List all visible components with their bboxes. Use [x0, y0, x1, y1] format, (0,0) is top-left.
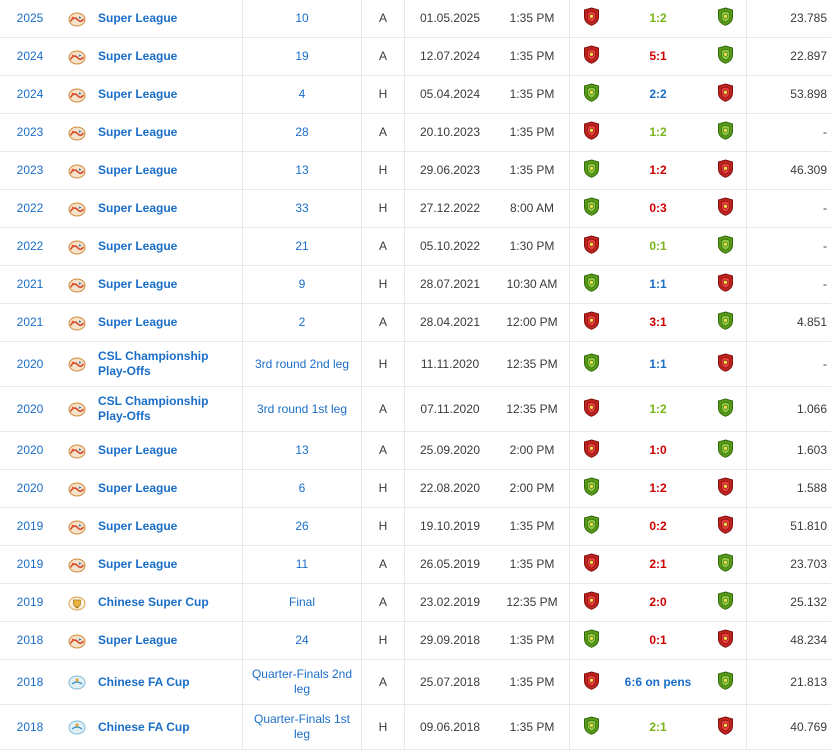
china-super-league-icon	[68, 88, 86, 102]
away-green-crest-icon[interactable]	[717, 7, 734, 26]
season-label[interactable]: 2019	[16, 519, 44, 533]
attendance-value: 46.309	[790, 163, 827, 177]
round-label[interactable]: 3rd round 1st leg	[256, 401, 348, 416]
score-label[interactable]: 1:2	[649, 481, 667, 495]
score-label[interactable]: 2:1	[649, 557, 667, 571]
away-green-crest-icon[interactable]	[717, 671, 734, 690]
score-label[interactable]: 1:2	[649, 11, 667, 25]
venue-label: A	[378, 674, 387, 689]
home-red-crest-icon[interactable]	[583, 398, 600, 417]
table-row[interactable]	[0, 546, 831, 584]
table-row[interactable]	[0, 584, 831, 622]
season-label[interactable]: 2019	[16, 557, 44, 571]
china-super-league-icon	[68, 126, 86, 140]
match-date: 23.02.2019	[419, 595, 481, 609]
home-green-crest-icon[interactable]	[583, 629, 600, 648]
china-super-league-icon	[68, 402, 86, 416]
venue-label: H	[378, 277, 388, 291]
match-date: 28.07.2021	[419, 277, 481, 291]
season-label[interactable]: 2020	[16, 356, 44, 371]
season-label[interactable]: 2018	[16, 674, 44, 689]
table-row[interactable]	[0, 470, 831, 508]
competition-link[interactable]: Super League	[98, 633, 178, 647]
season-label[interactable]: 2024	[16, 87, 44, 101]
match-date: 19.10.2019	[419, 519, 481, 533]
season-label[interactable]: 2021	[16, 277, 44, 291]
score-label[interactable]: 0:1	[649, 633, 667, 647]
match-time: 2:00 PM	[509, 481, 555, 495]
score-label[interactable]: 0:2	[649, 519, 667, 533]
match-date: 20.10.2023	[419, 125, 481, 139]
season-label[interactable]: 2025	[16, 11, 44, 25]
venue-label: A	[378, 595, 387, 609]
competition-link[interactable]: Chinese Super Cup	[98, 595, 209, 609]
away-red-crest-icon[interactable]	[717, 629, 734, 648]
home-red-crest-icon[interactable]	[583, 235, 600, 254]
table-row[interactable]	[0, 114, 831, 152]
round-label[interactable]: 3rd round 2nd leg	[254, 356, 350, 371]
competition-link[interactable]: Super League	[98, 557, 178, 571]
match-time: 1:35 PM	[509, 125, 555, 139]
home-red-crest-icon[interactable]	[583, 121, 600, 140]
round-label[interactable]: 19	[295, 49, 309, 63]
home-green-crest-icon[interactable]	[583, 477, 600, 496]
attendance-value: 21.813	[790, 674, 827, 689]
score-label[interactable]: 2:2	[649, 87, 667, 101]
competition-link[interactable]: Super League	[98, 519, 178, 533]
match-date: 25.09.2020	[419, 443, 481, 457]
round-label[interactable]: 33	[295, 201, 309, 215]
match-time: 1:35 PM	[509, 633, 555, 647]
table-row[interactable]	[0, 152, 831, 190]
table-row[interactable]	[0, 660, 831, 705]
round-label[interactable]: 11	[295, 557, 309, 571]
attendance-value: 23.785	[790, 11, 827, 25]
round-label[interactable]: Quarter-Finals 1st leg	[253, 712, 351, 741]
round-label[interactable]: Quarter-Finals 2nd leg	[251, 667, 353, 696]
china-super-league-icon	[68, 202, 86, 216]
venue-label: A	[378, 239, 387, 253]
table-row[interactable]	[0, 304, 831, 342]
away-green-crest-icon[interactable]	[717, 311, 734, 330]
match-date: 12.07.2024	[419, 49, 481, 63]
competition-link[interactable]: Super League	[98, 481, 178, 495]
score-label[interactable]: 1:1	[649, 277, 667, 291]
score-label[interactable]: 1:2	[649, 163, 667, 177]
match-time: 1:35 PM	[509, 11, 555, 25]
attendance-value: 51.810	[790, 519, 827, 533]
match-time: 1:35 PM	[509, 557, 555, 571]
attendance-value: 40.769	[790, 719, 827, 734]
china-fa-cup-icon	[68, 675, 86, 689]
attendance-value: 48.234	[790, 633, 827, 647]
attendance-value: 53.898	[790, 87, 827, 101]
venue-label: A	[378, 49, 387, 63]
score-label[interactable]: 2:1	[649, 719, 667, 734]
match-time: 1:35 PM	[509, 674, 555, 689]
table-row[interactable]	[0, 342, 831, 387]
round-label[interactable]: 9	[298, 277, 306, 291]
table-row[interactable]	[0, 266, 831, 304]
match-date: 22.08.2020	[419, 481, 481, 495]
attendance-value: 1.603	[796, 443, 827, 457]
season-label[interactable]: 2021	[16, 315, 44, 329]
match-date: 09.06.2018	[419, 719, 481, 734]
home-red-crest-icon[interactable]	[583, 7, 600, 26]
match-date: 07.11.2020	[420, 401, 480, 416]
season-label[interactable]: 2018	[16, 633, 44, 647]
match-time: 8:00 AM	[509, 201, 555, 215]
score-label[interactable]: 0:1	[649, 239, 667, 253]
home-red-crest-icon[interactable]	[583, 311, 600, 330]
china-super-league-icon	[68, 316, 86, 330]
match-date: 05.04.2024	[419, 87, 481, 101]
china-super-league-icon	[68, 520, 86, 534]
table-row[interactable]	[0, 622, 831, 660]
table-row[interactable]	[0, 38, 831, 76]
table-row[interactable]	[0, 387, 831, 432]
match-date: 05.10.2022	[419, 239, 481, 253]
match-date: 01.05.2025	[419, 11, 481, 25]
china-super-league-icon	[68, 444, 86, 458]
venue-label: A	[378, 125, 387, 139]
competition-link[interactable]: Super League	[98, 443, 178, 457]
china-super-league-icon	[68, 50, 86, 64]
attendance-value: 4.851	[796, 315, 827, 329]
match-date: 26.05.2019	[419, 557, 481, 571]
venue-label: A	[378, 401, 387, 416]
match-date: 29.09.2018	[419, 633, 481, 647]
competition-link[interactable]: Super League	[98, 125, 178, 139]
china-super-league-icon	[68, 482, 86, 496]
match-time: 12:00 PM	[506, 315, 558, 329]
home-green-crest-icon[interactable]	[583, 716, 600, 735]
match-date: 11.11.2020	[420, 356, 480, 371]
competition-link[interactable]: Super League	[98, 277, 178, 291]
home-green-crest-icon[interactable]	[583, 515, 600, 534]
round-label[interactable]: 6	[298, 481, 306, 495]
season-label[interactable]: 2020	[16, 401, 44, 416]
round-label[interactable]: 13	[295, 163, 309, 177]
home-green-crest-icon[interactable]	[583, 353, 600, 372]
venue-label: A	[378, 11, 387, 25]
score-label[interactable]: 1:2	[649, 401, 667, 416]
away-green-crest-icon[interactable]	[717, 439, 734, 458]
attendance-value: 22.897	[790, 49, 827, 63]
venue-label: H	[378, 356, 388, 371]
home-red-crest-icon[interactable]	[583, 45, 600, 64]
match-time: 12:35 PM	[506, 356, 558, 371]
table-row[interactable]	[0, 190, 831, 228]
round-label[interactable]: Final	[288, 595, 315, 609]
round-label[interactable]: 13	[295, 443, 309, 457]
venue-label: H	[378, 519, 388, 533]
attendance-value: 1.588	[796, 481, 827, 495]
score-label[interactable]: 3:1	[649, 315, 667, 329]
venue-label: H	[378, 201, 388, 215]
competition-link[interactable]: Super League	[98, 87, 178, 101]
home-green-crest-icon[interactable]	[583, 159, 600, 178]
away-red-crest-icon[interactable]	[717, 197, 734, 216]
match-date: 29.06.2023	[419, 163, 481, 177]
season-label[interactable]: 2020	[16, 443, 44, 457]
away-green-crest-icon[interactable]	[717, 45, 734, 64]
china-super-cup-icon	[68, 596, 86, 610]
match-time: 2:00 PM	[509, 443, 555, 457]
table-row[interactable]	[0, 228, 831, 266]
venue-label: H	[378, 719, 388, 734]
attendance-value: -	[823, 201, 827, 215]
away-red-crest-icon[interactable]	[717, 353, 734, 372]
competition-link[interactable]: Chinese FA Cup	[98, 719, 190, 734]
season-label[interactable]: 2020	[16, 481, 44, 495]
season-label[interactable]: 2022	[16, 201, 44, 215]
attendance-value: 23.703	[790, 557, 827, 571]
competition-link[interactable]: Super League	[98, 11, 178, 25]
away-red-crest-icon[interactable]	[717, 477, 734, 496]
attendance-value: 1.066	[796, 401, 827, 416]
season-label[interactable]: 2018	[16, 719, 44, 734]
competition-link[interactable]: Super League	[98, 315, 178, 329]
home-green-crest-icon[interactable]	[583, 197, 600, 216]
competition-link[interactable]: Super League	[98, 201, 178, 215]
china-super-league-icon	[68, 634, 86, 648]
score-label[interactable]: 1:0	[649, 443, 667, 457]
venue-label: H	[378, 481, 388, 495]
score-label[interactable]: 2:0	[649, 595, 667, 609]
round-label[interactable]: 2	[298, 315, 306, 329]
away-green-crest-icon[interactable]	[717, 121, 734, 140]
home-green-crest-icon[interactable]	[583, 83, 600, 102]
attendance-value: -	[823, 277, 827, 291]
table-row[interactable]	[0, 76, 831, 114]
table-row[interactable]	[0, 432, 831, 470]
china-fa-cup-icon	[68, 720, 86, 734]
table-row[interactable]	[0, 705, 831, 750]
match-time: 1:35 PM	[509, 87, 555, 101]
match-time: 1:35 PM	[509, 163, 555, 177]
home-red-crest-icon[interactable]	[583, 553, 600, 572]
season-label[interactable]: 2022	[16, 239, 44, 253]
round-label[interactable]: 21	[295, 239, 309, 253]
match-date: 28.04.2021	[419, 315, 481, 329]
away-red-crest-icon[interactable]	[717, 716, 734, 735]
match-date: 27.12.2022	[419, 201, 481, 215]
round-label[interactable]: 4	[298, 87, 306, 101]
round-label[interactable]: 26	[295, 519, 309, 533]
china-super-league-icon	[68, 164, 86, 178]
season-label[interactable]: 2023	[16, 125, 44, 139]
match-time: 1:30 PM	[509, 239, 555, 253]
home-red-crest-icon[interactable]	[583, 439, 600, 458]
score-label[interactable]: 6:6 on pens	[624, 674, 692, 689]
venue-label: H	[378, 633, 388, 647]
away-red-crest-icon[interactable]	[717, 83, 734, 102]
china-super-league-icon	[68, 278, 86, 292]
round-label[interactable]: 28	[295, 125, 309, 139]
match-time: 1:35 PM	[509, 519, 555, 533]
attendance-value: 25.132	[790, 595, 827, 609]
season-label[interactable]: 2024	[16, 49, 44, 63]
competition-link[interactable]: CSL Championship Play-Offs	[98, 349, 209, 378]
table-row[interactable]	[0, 508, 831, 546]
away-red-crest-icon[interactable]	[717, 273, 734, 292]
table-row[interactable]	[0, 0, 831, 38]
venue-label: H	[378, 163, 388, 177]
attendance-value: -	[823, 356, 827, 371]
china-super-league-icon	[68, 357, 86, 371]
china-super-league-icon	[68, 558, 86, 572]
match-time: 12:35 PM	[506, 595, 558, 609]
score-label[interactable]: 5:1	[649, 49, 667, 63]
venue-label: A	[378, 557, 387, 571]
score-label[interactable]: 1:2	[649, 125, 667, 139]
match-time: 10:30 AM	[506, 277, 558, 291]
attendance-value: -	[823, 125, 827, 139]
away-green-crest-icon[interactable]	[717, 591, 734, 610]
away-red-crest-icon[interactable]	[717, 515, 734, 534]
match-time: 1:35 PM	[509, 719, 555, 734]
home-green-crest-icon[interactable]	[583, 273, 600, 292]
venue-label: A	[378, 443, 387, 457]
away-green-crest-icon[interactable]	[717, 235, 734, 254]
match-time: 1:35 PM	[509, 49, 555, 63]
china-super-league-icon	[68, 240, 86, 254]
score-label[interactable]: 0:3	[649, 201, 667, 215]
competition-link[interactable]: Super League	[98, 163, 178, 177]
attendance-value: -	[823, 239, 827, 253]
away-red-crest-icon[interactable]	[717, 159, 734, 178]
home-red-crest-icon[interactable]	[583, 591, 600, 610]
china-super-league-icon	[68, 12, 86, 26]
score-label[interactable]: 1:1	[649, 356, 667, 371]
away-green-crest-icon[interactable]	[717, 398, 734, 417]
away-green-crest-icon[interactable]	[717, 553, 734, 572]
round-label[interactable]: 10	[295, 11, 309, 25]
home-red-crest-icon[interactable]	[583, 671, 600, 690]
venue-label: A	[378, 315, 387, 329]
match-date: 25.07.2018	[419, 674, 481, 689]
competition-link[interactable]: Super League	[98, 49, 178, 63]
round-label[interactable]: 24	[295, 633, 309, 647]
competition-link[interactable]: CSL Championship Play-Offs	[98, 394, 209, 423]
competition-link[interactable]: Chinese FA Cup	[98, 674, 190, 689]
match-time: 12:35 PM	[506, 401, 558, 416]
season-label[interactable]: 2023	[16, 163, 44, 177]
season-label[interactable]: 2019	[16, 595, 44, 609]
competition-link[interactable]: Super League	[98, 239, 178, 253]
venue-label: H	[378, 87, 388, 101]
